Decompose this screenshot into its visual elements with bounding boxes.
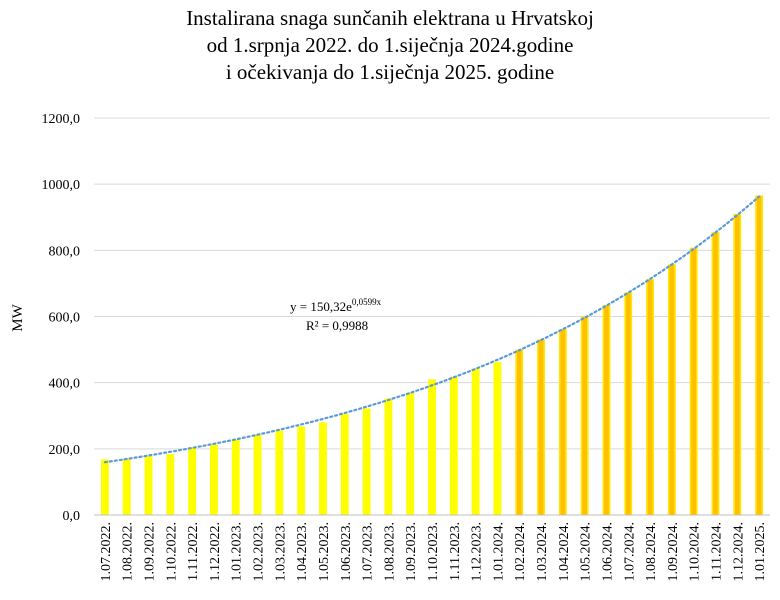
bar [428, 379, 436, 515]
bar-fill [493, 362, 501, 515]
x-tick-label: 1.02.2023. [251, 522, 267, 582]
x-tick-label: 1.10.2022. [164, 522, 180, 582]
trend-r-squared: R² = 0,9988 [306, 318, 369, 333]
bar-expected-core [539, 341, 544, 515]
bar-expected-core [604, 306, 609, 515]
x-tick-label: 1.11.2024. [709, 522, 725, 581]
bar-fill [319, 422, 327, 515]
x-tick-labels [99, 522, 768, 582]
bar [275, 431, 283, 515]
bar [472, 369, 480, 515]
bar [145, 456, 153, 515]
bar-fill [145, 456, 153, 515]
bar [384, 399, 392, 515]
bar-expected [755, 195, 763, 515]
bar [406, 393, 414, 515]
bar-expected [712, 232, 720, 515]
chart-title [186, 6, 594, 84]
trend-equation [290, 297, 382, 314]
y-tick-label: 200,0 [48, 442, 80, 458]
bar [493, 362, 501, 515]
bar [101, 459, 109, 515]
bar [341, 414, 349, 515]
x-tick-label: 1.08.2024. [644, 522, 660, 582]
bar [254, 435, 262, 515]
x-tick-label: 1.08.2022. [120, 522, 136, 582]
trend-equation-exponent: 0,0599x [351, 297, 382, 307]
bar-fill [472, 369, 480, 515]
bar-fill [297, 426, 305, 515]
bar-expected-core [582, 318, 587, 516]
bar-expected-core [713, 233, 718, 515]
bar [319, 422, 327, 515]
x-tick-label: 1.04.2023. [295, 522, 311, 582]
x-tick-label: 1.10.2023. [426, 522, 441, 582]
y-tick-label: 1000,0 [41, 178, 80, 194]
bar-expected [515, 350, 523, 515]
bar-expected [581, 317, 589, 516]
x-tick-label: 1.07.2022. [98, 522, 114, 582]
bar-expected [668, 264, 676, 515]
bar-fill [232, 440, 240, 515]
x-tick-label: 1.12.2023. [469, 522, 485, 582]
bar-fill [341, 414, 349, 515]
y-tick-label: 800,0 [48, 244, 80, 260]
bar-fill [123, 459, 131, 515]
y-axis-label: MW [10, 304, 26, 332]
x-tick-label: 1.06.2023. [338, 522, 354, 582]
y-tick-label: 400,0 [48, 376, 80, 392]
x-tick-label: 1.02.2024. [513, 522, 529, 582]
bar-fill [384, 399, 392, 515]
x-tick-label: 1.05.2023. [316, 522, 332, 582]
bar-expected [603, 305, 611, 515]
bar-expected [646, 279, 654, 515]
x-tick-label: 1.04.2024. [556, 522, 572, 582]
y-tick-labels [42, 112, 81, 524]
chart-title-line-3: i očekivanja do 1.siječnja 2025. godine [225, 60, 555, 84]
bar-expected-core [691, 249, 696, 515]
bar-fill [210, 445, 218, 515]
bar [188, 447, 196, 515]
bar-expected [559, 329, 567, 515]
bar [363, 408, 371, 515]
y-tick-label: 1200,0 [41, 112, 80, 127]
bar-fill [428, 379, 436, 515]
x-tick-label: 1.09.2023. [404, 522, 420, 582]
y-tick-label: 600,0 [48, 310, 80, 326]
bar [232, 440, 240, 515]
x-tick-label: 1.07.2024. [622, 522, 638, 582]
bar-expected-core [757, 196, 762, 515]
bar-expected [690, 248, 698, 515]
bar-expected [624, 292, 632, 515]
bar-fill [188, 447, 196, 515]
x-tick-label: 1.11.2022. [186, 522, 202, 581]
bar-fill [254, 435, 262, 515]
chart-title-line-1: Instalirana snaga sunčanih elektrana u Hrvatskoj [186, 6, 594, 30]
chart-title-line-2: od 1.srpnja 2022. do 1.siječnja 2024.godine [206, 33, 574, 57]
bar-fill [450, 377, 458, 515]
bar-fill [275, 431, 283, 515]
x-tick-label: 1.10.2024. [687, 522, 703, 582]
x-tick-label: 1.05.2024. [578, 522, 594, 582]
bar-expected-core [670, 265, 675, 515]
x-tick-label: 1.01.2023. [229, 522, 245, 582]
x-tick-label: 1.12.2024. [731, 522, 747, 582]
bar-expected-core [648, 280, 653, 515]
x-tick-label: 1.08.2023. [382, 522, 398, 582]
bar-expected [537, 340, 545, 515]
bars [101, 195, 763, 515]
bar [123, 459, 131, 515]
bar-expected-core [735, 215, 740, 515]
x-tick-label: 1.06.2024. [600, 522, 616, 582]
x-tick-label: 1.03.2023. [273, 522, 289, 582]
bar-expected-core [517, 351, 522, 515]
x-tick-label: 1.12.2022. [207, 522, 223, 582]
trend-equation-base: y = 150,32e [290, 299, 352, 314]
bar-fill [101, 459, 109, 515]
bar-expected-core [561, 330, 566, 515]
bar-expected [733, 214, 741, 515]
x-tick-label: 1.01.2024. [491, 522, 507, 582]
x-tick-label: 1.03.2024. [535, 522, 551, 582]
trendline-equation [290, 297, 382, 333]
bar-expected-core [626, 293, 631, 515]
bar-fill [166, 454, 174, 515]
bar-fill [363, 408, 371, 515]
x-tick-label: 1.09.2024. [665, 522, 681, 582]
bar [210, 445, 218, 515]
x-tick-label: 1.07.2023. [360, 522, 376, 582]
x-tick-label: 1.11.2023. [447, 522, 463, 581]
bar [297, 426, 305, 515]
bar [166, 454, 174, 515]
y-tick-label: 0,0 [62, 509, 80, 524]
x-tick-label: 1.09.2022. [142, 522, 158, 582]
x-tick-label: 1.01.2025. [753, 522, 769, 582]
bar-fill [406, 393, 414, 515]
bar [450, 377, 458, 515]
